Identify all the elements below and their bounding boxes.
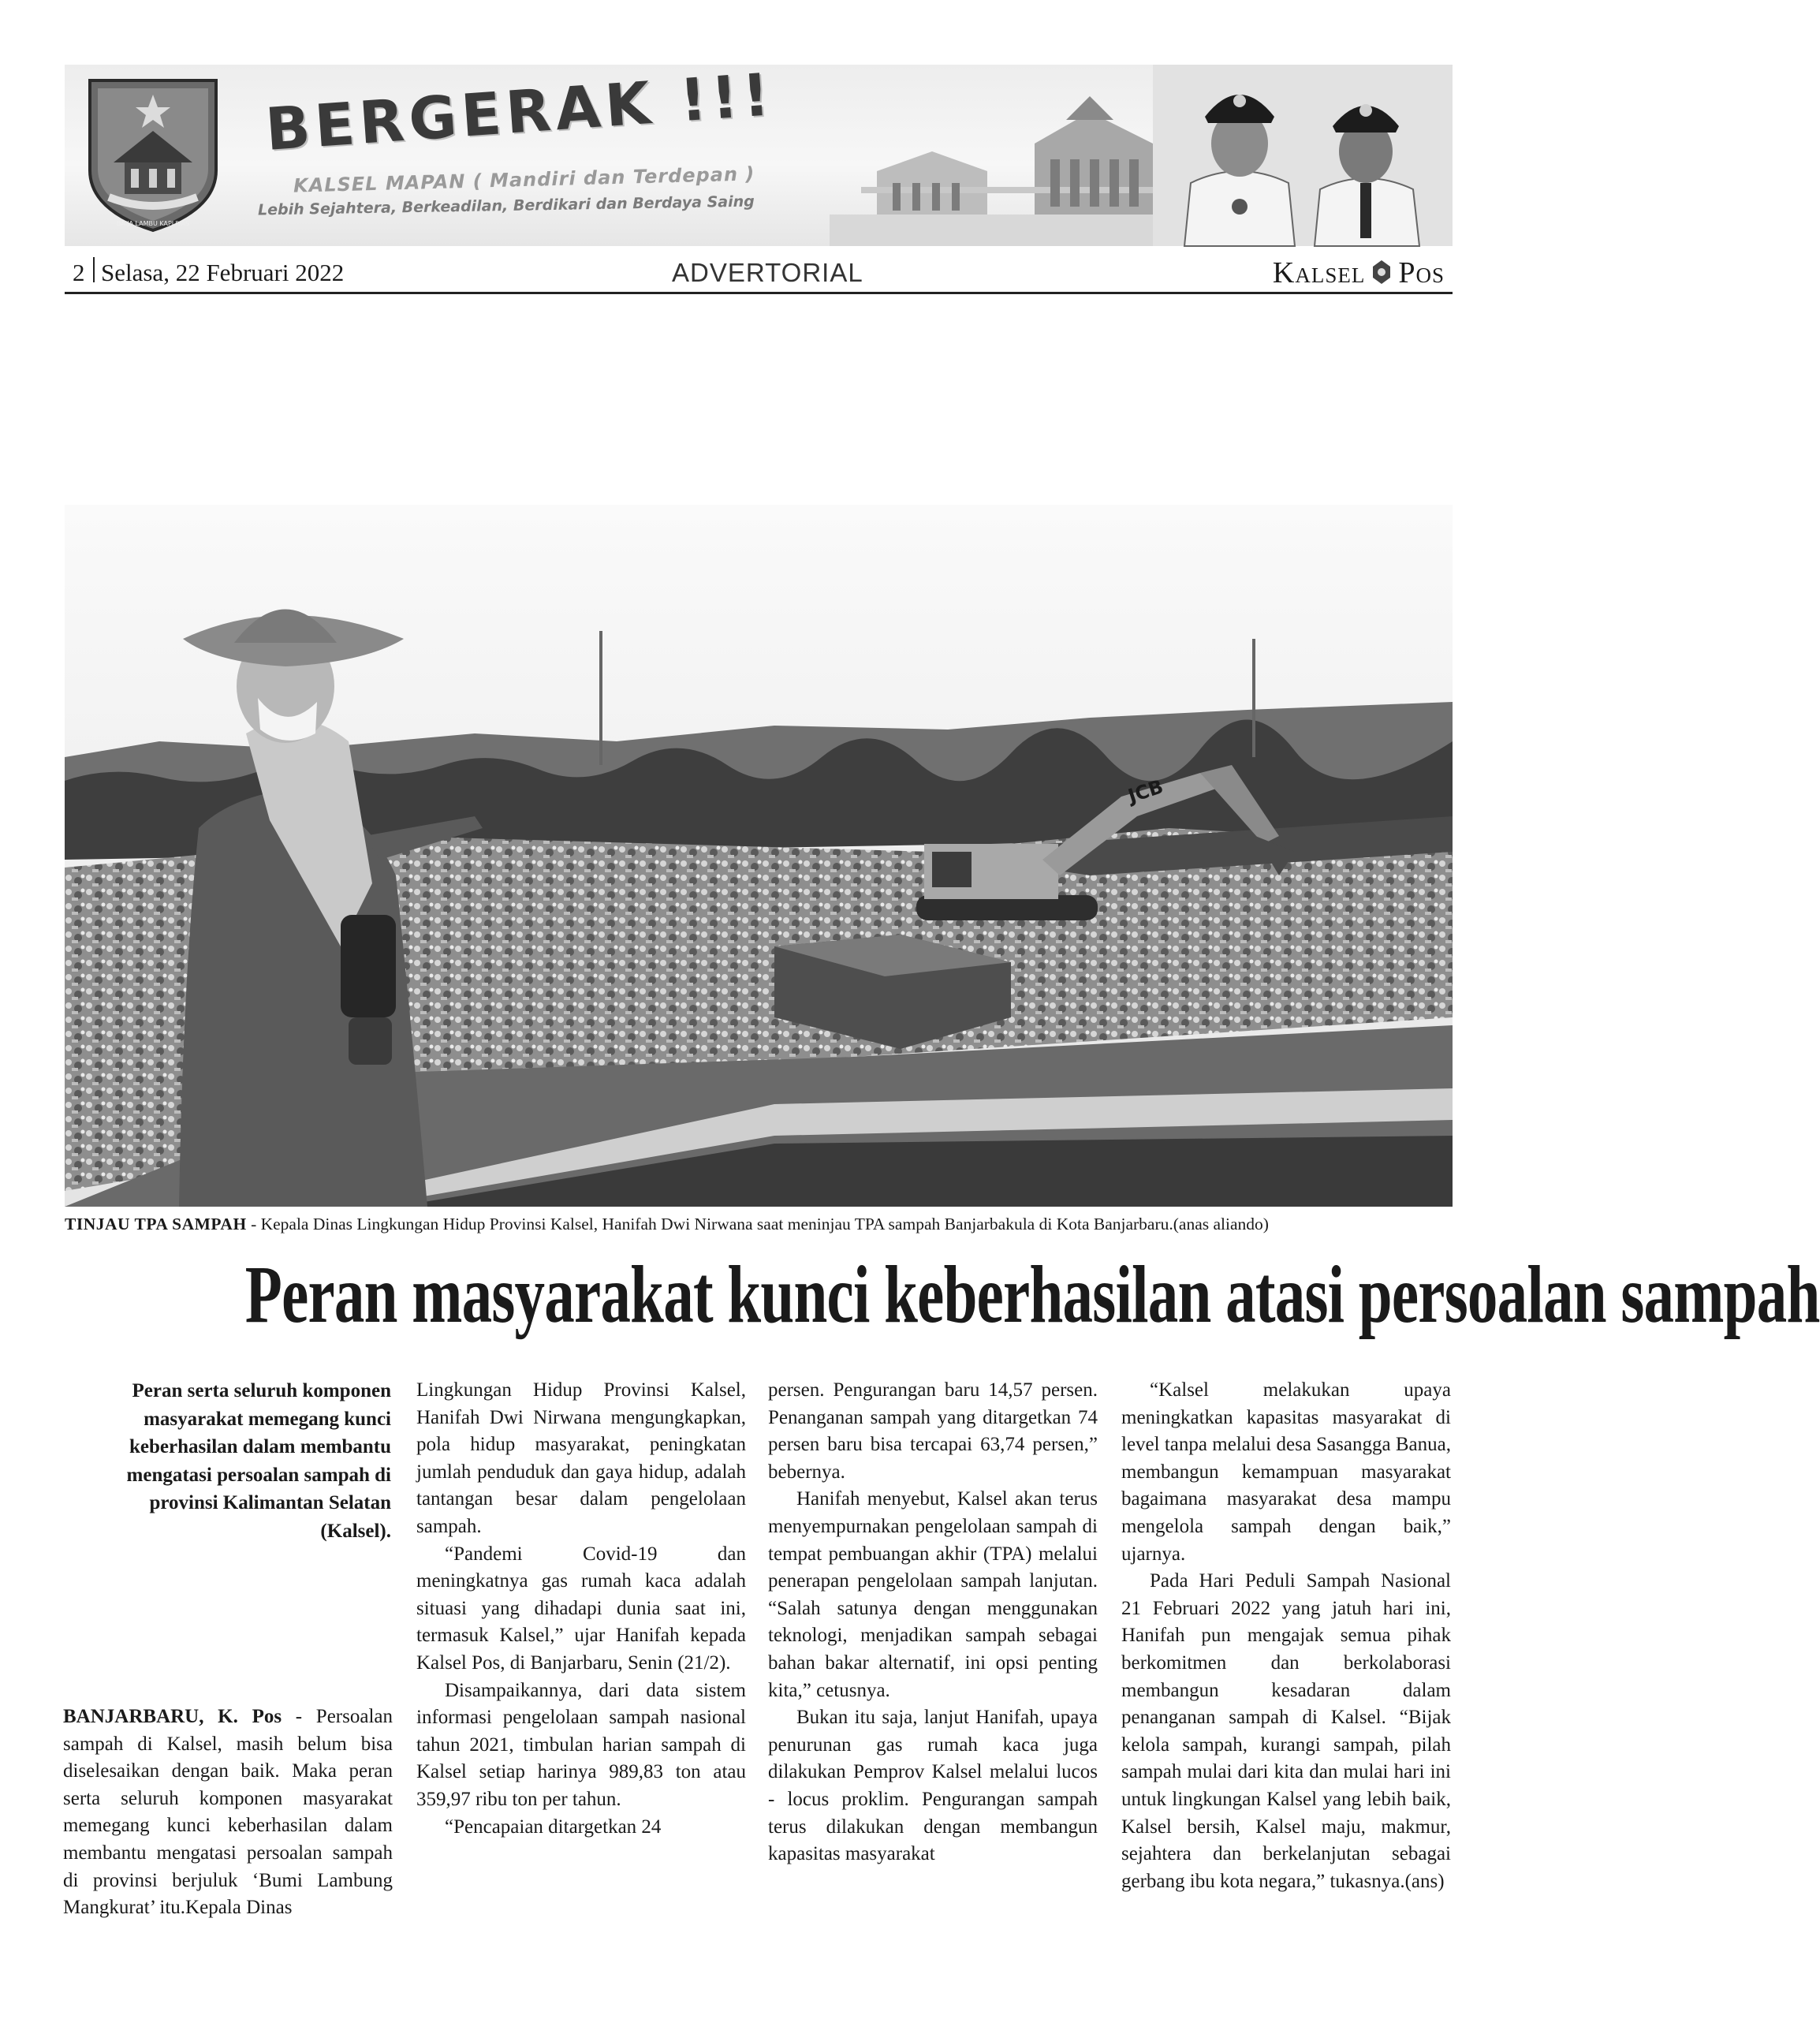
paragraph: Disampaikannya, dari data sistem informasi pengelolaan sampah nasional tahun 2021, timbulan harian sampah di Kalsel setiap harinya 989,83 ton atau 359,97 ribu ton per tahun. xyxy=(416,1679,746,1810)
photo-caption xyxy=(65,1215,1453,1234)
article-title: Peran masyarakat kunci keberhasilan atasi persoalan sampah xyxy=(244,1249,1820,1340)
page-separator xyxy=(93,257,95,282)
kalsel-emblem-icon xyxy=(85,76,221,233)
section-rubric: ADVERTORIAL xyxy=(672,258,863,287)
page-number: 2 xyxy=(73,259,85,286)
brand-emblem-icon xyxy=(1370,259,1393,285)
dateline: BANJARBARU, K. Pos xyxy=(63,1706,282,1727)
brand-left: Kalsel xyxy=(1272,256,1366,289)
paragraph: “Pencapaian ditargetkan 24 xyxy=(445,1816,662,1838)
banner-mapan: KALSEL MAPAN ( Mandiri dan Terdepan ) xyxy=(293,162,755,197)
banner-slogan: BERGERAK !!! xyxy=(263,61,777,164)
column-1 xyxy=(63,1704,393,1922)
page-header xyxy=(65,254,1453,292)
header-rule xyxy=(65,292,1453,294)
newspaper-brand xyxy=(1273,256,1445,290)
paragraph: persen. Pengurangan baru 14,57 persen. Penanganan sampah yang ditargetkan 74 persen baru bisa tercapai 63,74 persen,” bebernya. xyxy=(768,1379,1098,1483)
paragraph xyxy=(63,1704,393,1922)
column-2 xyxy=(416,1377,746,1841)
paragraph: “Kalsel melakukan upaya meningkatkan kapasitas masyarakat di level tanpa melalui desa Sasangga Banua, membangun kemampuan masyarakat bagaimana masyarakat desa mampu mengelola sampah dengan baik,” ujarnya. xyxy=(1121,1379,1451,1565)
banner-tagline: Lebih Sejahtera, Berkeadilan, Berdikari dan Berdaya Saing xyxy=(257,192,755,219)
emblem-text: BAIJA LAMBU KAPLIVAS xyxy=(116,220,190,227)
header-banner xyxy=(65,61,1453,246)
col1-text: - Persoalan sampah di Kalsel, masih belum bisa diselesaikan dengan baik. Maka peran serta seluruh komponen masyarakat memegang kunci keberhasilan dalam membantu mengatasi persoalan sampah di provinsi berjuluk ‘Bumi Lambung Mangkurat’ itu.Kepala Dinas xyxy=(63,1706,393,1919)
landfill-photo xyxy=(65,505,1453,1207)
column-4 xyxy=(1121,1377,1451,1895)
paragraph: “Pandemi Covid-19 dan meningkatnya gas rumah kaca adalah situasi yang dihadapi dunia saat ini, termasuk Kalsel,” ujar Hanifah kepada Kalsel Pos, di Banjarbaru, Senin (21/2). xyxy=(416,1543,746,1674)
column-3 xyxy=(768,1377,1098,1868)
paragraph: Bukan itu saja, lanjut Hanifah, upaya penurunan gas rumah kaca juga dilakukan Pemprov Kalsel melalui lucos - locus proklim. Pengurangan sampah terus dilakukan dengan membangun kapasitas masyarakat xyxy=(768,1707,1098,1865)
caption-label: TINJAU TPA SAMPAH xyxy=(65,1215,247,1233)
paragraph: Pada Hari Peduli Sampah Nasional 21 Februari 2022 yang jatuh hari ini, Hanifah pun mengajak semua pihak berkomitmen dan berkolaborasi membangun kesadaran dalam penanganan sampah di Kalsel. “Bijak kelola sampah, kurangi sampah, pilah sampah mulai dari kita dan mulai hari ini untuk lingkungan Kalsel yang lebih baik, Kalsel bersih, Kalsel maju, makmur, sejahtera dan berkelanjutan sebagai gerbang ibu kota negara,” tukasnya.(ans) xyxy=(1121,1570,1451,1892)
officials-photo xyxy=(1153,65,1453,246)
paragraph: Lingkungan Hidup Provinsi Kalsel, Hanifah Dwi Nirwana mengungkapkan, pola hidup masyarakat, peningkatan jumlah penduduk dan gaya hidup, adalah tantangan besar dalam pengelolaan sampah. xyxy=(416,1379,746,1537)
article-lead: Peran serta seluruh komponen masyarakat memegang kunci keberhasilan dalam membantu mengatasi persoalan sampah di provinsi Kalimantan Selatan (Kalsel). xyxy=(126,1380,391,1542)
caption-text: - Kepala Dinas Lingkungan Hidup Provinsi Kalsel, Hanifah Dwi Nirwana saat meninjau TPA sampah Banjarbakula di Kota Banjarbaru.(anas aliando) xyxy=(246,1215,1269,1233)
publication-date: Selasa, 22 Februari 2022 xyxy=(101,259,345,286)
paragraph: Hanifah menyebut, Kalsel akan terus menyempurnakan pengelolaan sampah di tempat pembuangan akhir (TPA) melalui penerapan pengelolaan sampah lanjutan. “Salah satunya dengan menggunakan teknologi, menjadikan sampah sebagai bahan bakar alternatif, ini opsi penting kita,” cetusnya. xyxy=(768,1488,1098,1701)
brand-right: Pos xyxy=(1398,256,1445,289)
jcb-label: JCB xyxy=(1125,775,1166,808)
